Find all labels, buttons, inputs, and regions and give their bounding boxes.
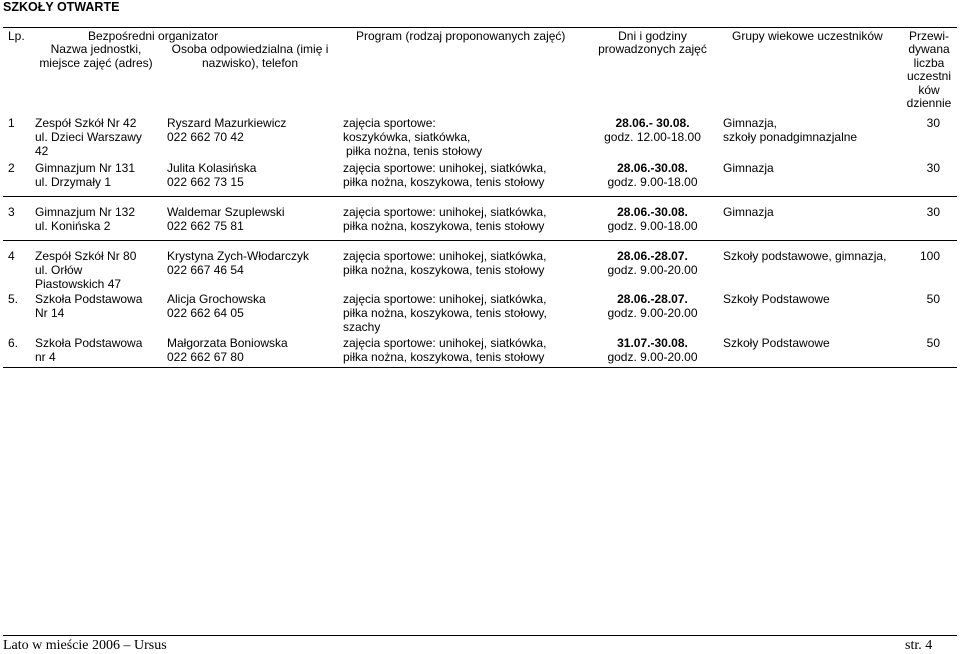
- row-person-name: Ryszard Mazurkiewicz: [167, 116, 287, 130]
- footer-page-number: str. 4: [905, 638, 933, 653]
- header-count-line3: liczba: [913, 55, 945, 70]
- row-unit-line: Gimnazjum Nr 131: [35, 161, 136, 175]
- header-count-line2: dywana: [908, 42, 950, 57]
- row-age-line: Szkoły podstawowe, gimnazja,: [723, 249, 887, 263]
- row-program-line: zajęcia sportowe:: [343, 116, 436, 130]
- row-dates: 28.06.-28.07.: [617, 249, 688, 263]
- table-bottom-border: [3, 367, 957, 368]
- row-lp: 3: [8, 205, 15, 219]
- row-person-phone: 022 667 46 54: [167, 263, 244, 277]
- row-age-line: Szkoły Podstawowe: [723, 292, 830, 306]
- row-unit-line: Piastowskich 47: [35, 277, 122, 291]
- row-count: 30: [926, 161, 940, 175]
- header-count-line6: dziennie: [906, 96, 952, 110]
- row-unit-line: Szkoła Podstawowa: [35, 292, 143, 306]
- row-lp: 4: [8, 249, 15, 263]
- row-age-line: Gimnazja,: [723, 116, 778, 130]
- row-unit-line: ul. Dzieci Warszawy: [35, 130, 142, 144]
- row-person-name: Alicja Grochowska: [167, 292, 266, 306]
- row-program-line: piłka nożna, tenis stołowy: [346, 144, 483, 158]
- row-unit-line: Zespół Szkół Nr 80: [35, 249, 137, 263]
- row-unit-line: ul. Konińska 2: [35, 219, 111, 233]
- row-hours: godz. 9.00-20.00: [607, 306, 698, 320]
- row-dates: 28.06.-30.08.: [617, 205, 688, 219]
- header-unit-line2: miejsce zajęć (adres): [39, 56, 153, 70]
- row-count: 50: [926, 336, 940, 350]
- row-program-line: zajęcia sportowe: unihokej, siatkówka,: [343, 292, 547, 306]
- row-person-phone: 022 662 67 80: [167, 350, 244, 364]
- row-hours: godz. 9.00-20.00: [607, 350, 698, 364]
- header-person-line2: nazwisko), telefon: [201, 56, 299, 70]
- row-hours: godz. 12.00-18.00: [604, 130, 701, 144]
- row-count: 30: [926, 116, 940, 130]
- header-days-line1: Dni i godziny: [618, 29, 687, 43]
- row-unit-line: 42: [35, 144, 49, 158]
- row-divider: [3, 196, 957, 197]
- header-count-line1: Przewi-: [908, 29, 949, 43]
- row-count: 50: [926, 292, 940, 306]
- row-program-line: zajęcia sportowe: unihokej, siatkówka,: [343, 249, 547, 263]
- header-days-line2: prowadzonych zajęć: [598, 42, 707, 56]
- row-dates: 28.06.-30.08.: [617, 161, 688, 175]
- row-unit-line: Szkoła Podstawowa: [35, 336, 143, 350]
- row-program-line: piłka nożna, koszykowa, tenis stołowy: [343, 175, 545, 189]
- row-person-phone: 022 662 75 81: [167, 219, 244, 233]
- row-person-phone: 022 662 73 15: [167, 175, 244, 189]
- table-top-border: [3, 27, 957, 28]
- row-program-line: piłka nożna, koszykowa, tenis stołowy: [343, 219, 545, 233]
- row-program-line: piłka nożna, koszykowa, tenis stołowy,: [343, 306, 547, 320]
- row-person-phone: 022 662 64 05: [167, 306, 244, 320]
- page-title: SZKOŁY OTWARTE: [3, 0, 120, 14]
- row-program-line: szachy: [343, 320, 381, 334]
- header-program: Program (rodzaj proponowanych zajęć): [356, 29, 566, 43]
- row-program-line: piłka nożna, koszykowa, tenis stołowy: [343, 263, 545, 277]
- row-unit-line: Gimnazjum Nr 132: [35, 205, 136, 219]
- row-dates: 28.06.-28.07.: [617, 292, 688, 306]
- header-organizer: Bezpośredni organizator: [88, 29, 219, 43]
- footer-rule: [3, 635, 957, 636]
- row-age-line: szkoły ponadgimnazjalne: [723, 130, 858, 144]
- header-person-line1: Osoba odpowiedzialna (imię i: [171, 42, 329, 56]
- row-lp: 2: [8, 161, 15, 175]
- row-program-line: zajęcia sportowe: unihokej, siatkówka,: [343, 161, 547, 175]
- row-dates: 31.07.-30.08.: [617, 336, 688, 350]
- row-unit-line: ul. Drzymały 1: [35, 175, 112, 189]
- row-hours: godz. 9.00-18.00: [607, 219, 698, 233]
- header-lp: Lp.: [8, 29, 25, 43]
- row-lp: 1: [8, 116, 15, 130]
- row-person-name: Julita Kolasińska: [167, 161, 257, 175]
- row-divider: [3, 240, 957, 241]
- header-count-line4: uczestni: [906, 69, 952, 84]
- row-program-line: koszykówka, siatkówka,: [343, 130, 471, 144]
- row-hours: godz. 9.00-20.00: [607, 263, 698, 277]
- footer-left: Lato w mieście 2006 – Ursus: [3, 638, 167, 653]
- header-count-line5: ków: [918, 82, 940, 97]
- row-unit-line: Nr 14: [35, 306, 65, 320]
- row-dates: 28.06.- 30.08.: [615, 116, 690, 130]
- header-unit-line1: Nazwa jednostki,: [50, 42, 142, 56]
- row-lp: 5.: [8, 292, 19, 306]
- header-age-groups: Grupy wiekowe uczestników: [732, 29, 883, 43]
- row-unit-line: ul. Orłów: [35, 263, 83, 277]
- row-unit-line: nr 4: [35, 350, 56, 364]
- row-age-line: Gimnazja: [723, 161, 774, 175]
- row-program-line: zajęcia sportowe: unihokej, siatkówka,: [343, 205, 547, 219]
- row-hours: godz. 9.00-18.00: [607, 175, 698, 189]
- row-age-line: Gimnazja: [723, 205, 774, 219]
- row-person-name: Małgorzata Boniowska: [167, 336, 288, 350]
- row-unit-line: Zespół Szkół Nr 42: [35, 116, 137, 130]
- row-person-name: Krystyna Zych-Włodarczyk: [167, 249, 310, 263]
- row-count: 30: [926, 205, 940, 219]
- row-age-line: Szkoły Podstawowe: [723, 336, 830, 350]
- row-lp: 6.: [8, 336, 19, 350]
- row-person-phone: 022 662 70 42: [167, 130, 244, 144]
- row-person-name: Waldemar Szuplewski: [167, 205, 285, 219]
- row-program-line: zajęcia sportowe: unihokej, siatkówka,: [343, 336, 547, 350]
- row-count: 100: [919, 249, 940, 263]
- row-program-line: piłka nożna, koszykowa, tenis stołowy: [343, 350, 545, 364]
